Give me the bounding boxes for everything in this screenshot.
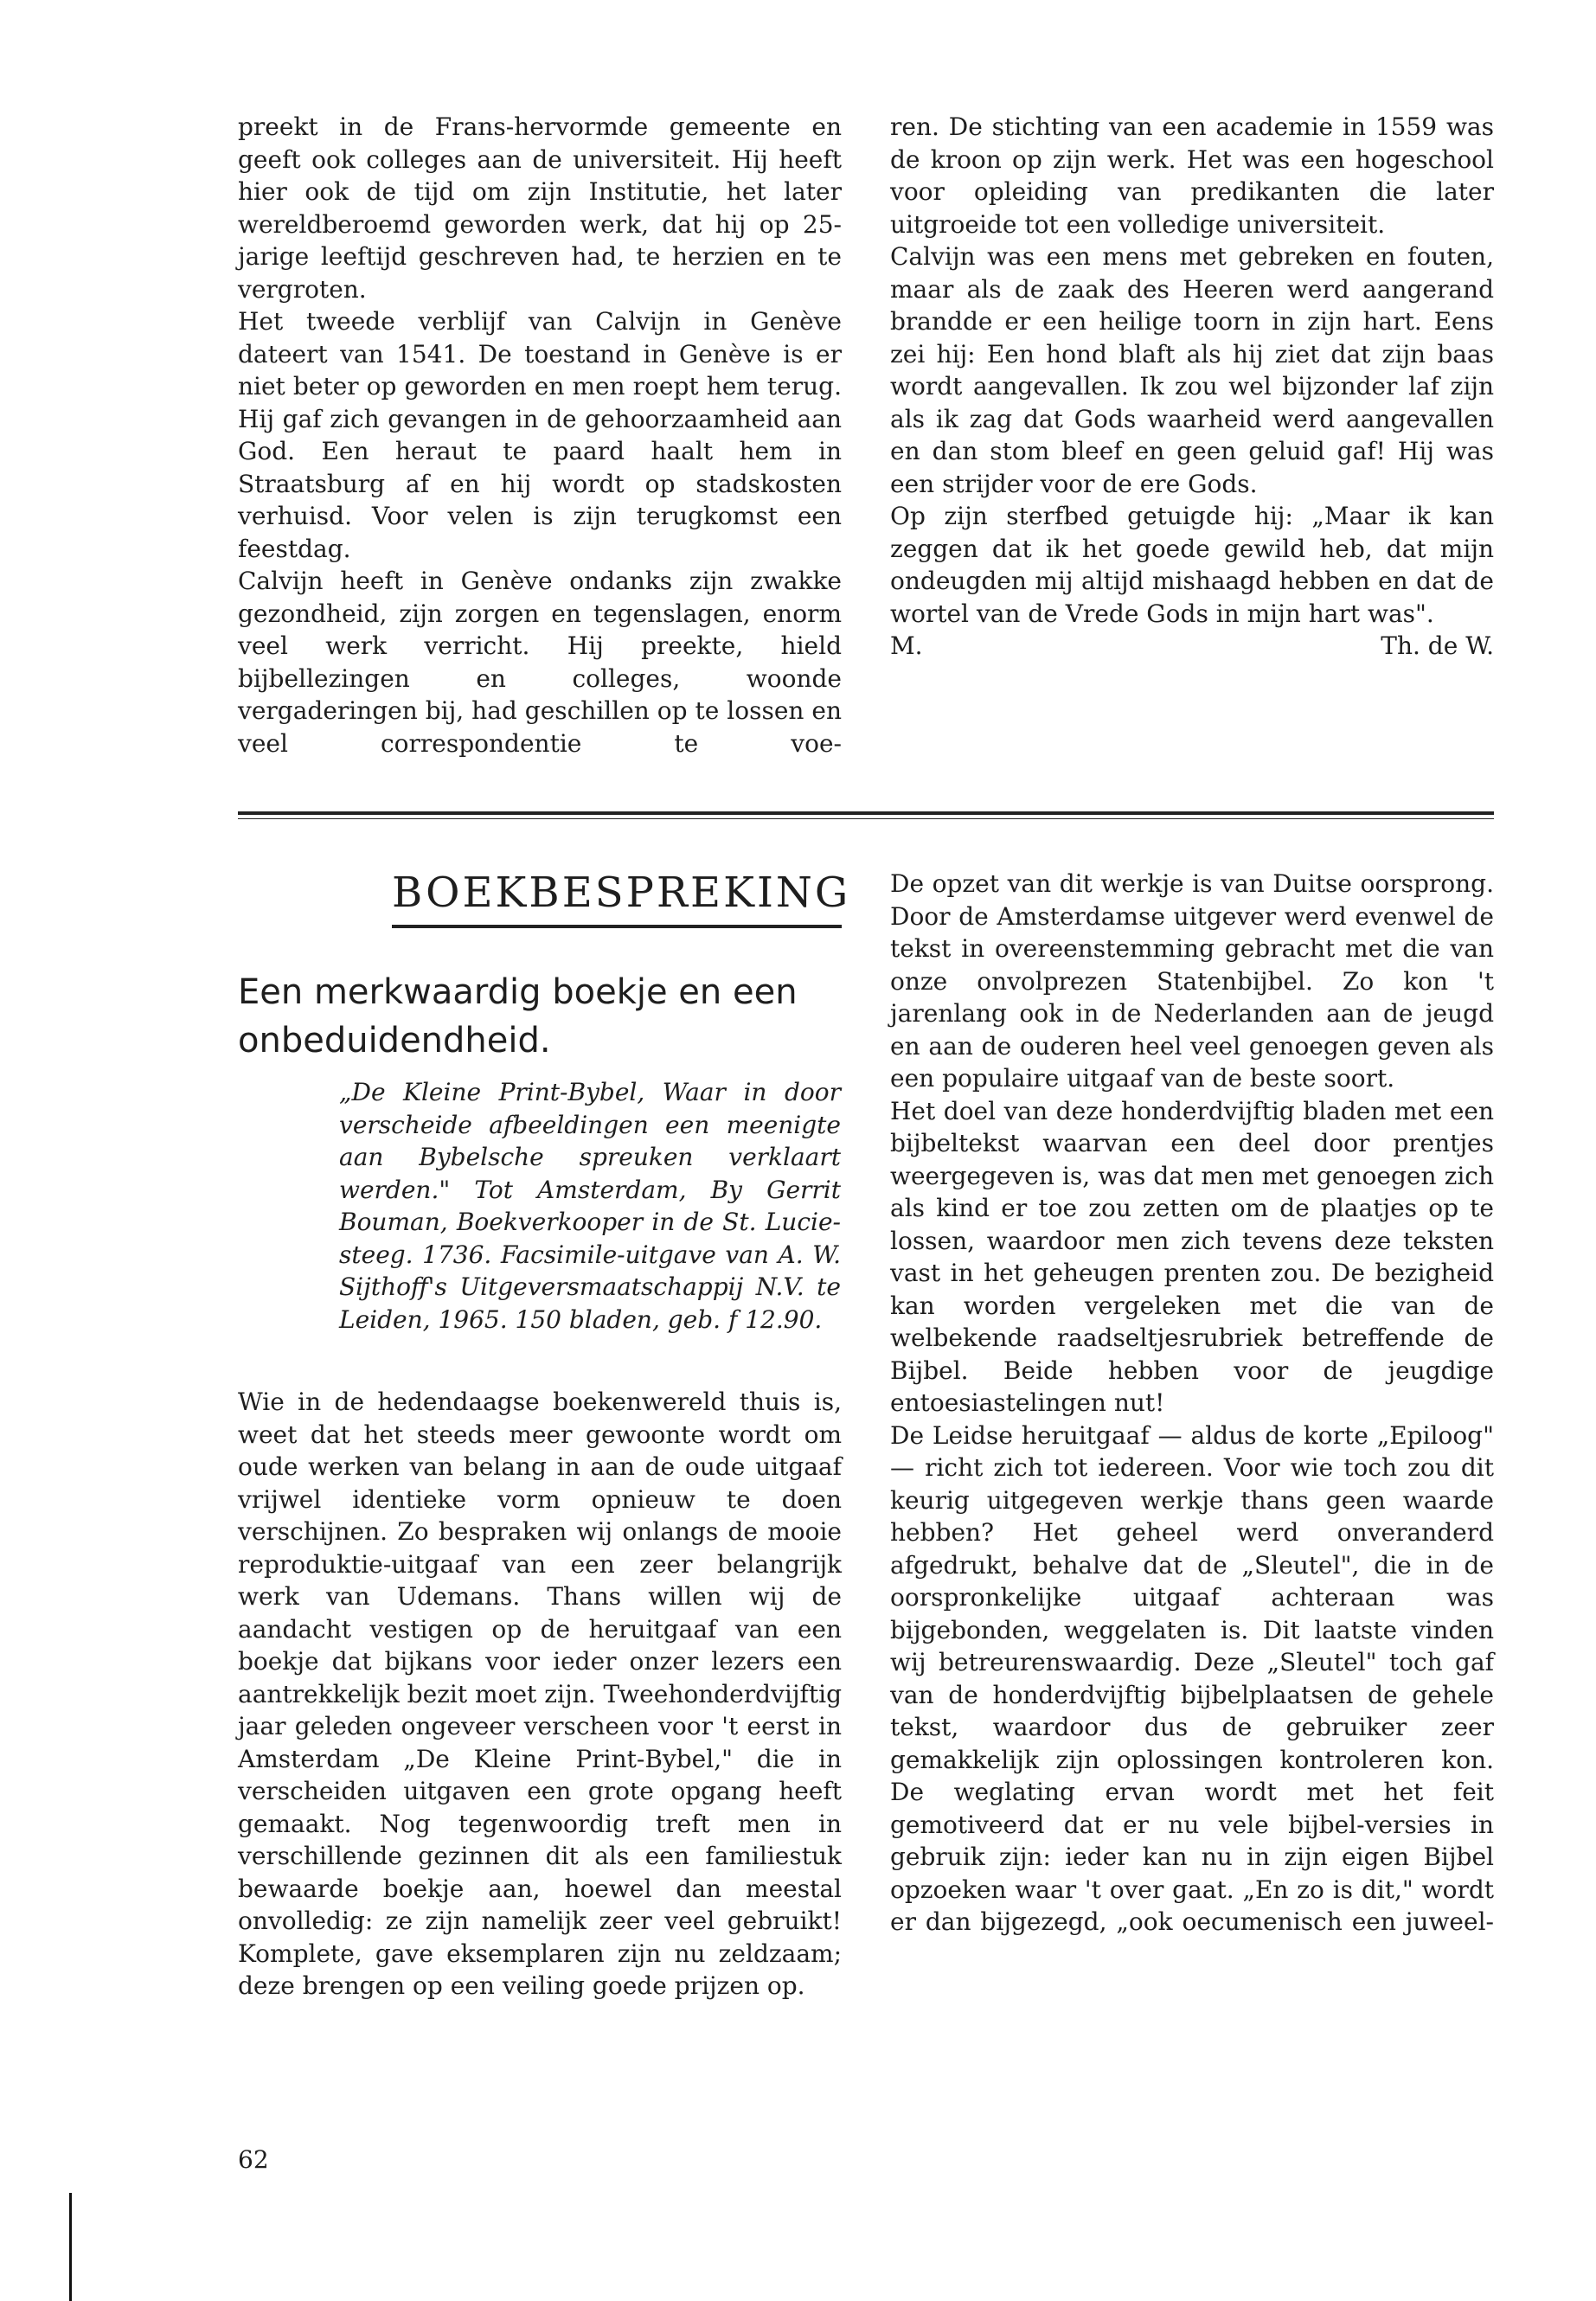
- signature-author: Th. de W.: [1381, 631, 1494, 660]
- paragraph: ren. De stichting van een academie in 1559 was de kroon op zijn werk. Het was een hogeschool voor opleiding van predikanten die later uitgroeide tot een volledige universiteit.: [890, 112, 1494, 239]
- bottom-right-column: [890, 868, 1494, 1939]
- top-left-column: [238, 111, 842, 760]
- paragraph: De opzet van dit werkje is van Duitse oorsprong. Door de Amsterdamse uitgever werd evenwel de tekst in overeenstemming gebracht met die van onze onvolprezen Statenbijbel. Zo kon 't jarenlang ook in de Nederlanden aan de jeugd en aan de ouderen heel veel genoegen geven als een populaire uitgaaf van de beste soort.: [890, 869, 1494, 1093]
- paragraph: preekt in de Frans-hervormde gemeente en geeft ook colleges aan de universiteit. Hij heeft hier ook de tijd om zijn Institutie, het later wereldberoemd geworden werk, dat hij op 25-jarige leeftijd geschreven had, te herzien en te vergroten.: [238, 112, 842, 304]
- signature-initial: M.: [890, 631, 923, 660]
- paragraph: Het tweede verblijf van Calvijn in Genève dateert van 1541. De toestand in Genève is er niet beter op geworden en men roept hem terug. Hij gaf zich gevangen in de gehoorzaamheid aan God. Een heraut te paard haalt hem in Straatsburg af en hij wordt op stadskosten verhuisd. Voor velen is zijn terugkomst een feestdag.: [238, 307, 842, 563]
- bottom-left-column: [238, 1386, 842, 2003]
- paragraph: Wie in de hedendaagse boekenwereld thuis is, weet dat het steeds meer gewoonte wordt om oude werken van belang in aan de oude uitgaaf vrijwel identieke vorm opnieuw te doen verschijnen. Zo bespraken wij onlangs de mooie reproduktie-uitgaaf van een zeer belangrijk werk van Udemans. Thans willen wij de aandacht vestigen op de heruitgaaf van een boekje dat bijkans voor ieder onzer lezers een aantrekkelijk bezit moet zijn. Tweehonderdvijftig jaar geleden ongeveer verscheen voor 't eerst in Amsterdam „De Kleine Print-Bybel," die in verscheiden uitgaven een grote opgang heeft gemaakt. Nog tegenwoordig treft men in verschillende gezinnen dit als een familiestuk bewaarde boekje aan, hoewel dan meestal onvolledig: ze zijn namelijk zeer veel gebruikt! Komplete, gave eksemplaren zijn nu zeldzaam; deze brengen op een veiling goede prijzen op.: [238, 1388, 842, 2000]
- page-number: 62: [238, 2145, 269, 2174]
- section-divider: [238, 811, 1494, 815]
- paragraph: De Leidse heruitgaaf — aldus de korte „Epiloog" — richt zich tot iedereen. Voor wie toch zou dit keurig uitgegeven werkje thans geen waarde hebben? Het geheel werd onveranderd afgedrukt, behalve dat de „Sleutel", die in de oorspronkelijke uitgaaf achteraan was bijgebonden, weggelaten is. Dit laatste vinden wij betreurenswaardig. Deze „Sleutel" toch gaf van de honderdvijftig bijbelplaatsen de gehele tekst, waardoor dus de gebruiker zeer gemakkelijk zijn oplossingen kontroleren kon. De weglating ervan wordt met het feit gemotiveerd dat er nu vele bijbel-versies in gebruik zijn: ieder kan nu in zijn eigen Bijbel opzoeken waar 't over gaat. „En zo is dit," wordt er dan bijgezegd, „ook oecumenisch een juweel-: [890, 1420, 1494, 1936]
- paragraph: Calvijn heeft in Genève ondanks zijn zwakke gezondheid, zijn zorgen en tegenslagen, enorm veel werk verricht. Hij preekte, hield bijbellezingen en colleges, woonde vergaderingen bij, had geschillen op te lossen en veel correspondentie te voe-: [238, 567, 842, 758]
- article-title: Een merkwaardig boekje en een onbeduidendheid.: [238, 972, 798, 1061]
- bibliography-text: „De Kleine Print-Bybel, Waar in door verscheide afbeeldingen een meenigte aan Bybelsche spreuken verklaart werden." Tot Amsterdam, By Gerrit Bouman, Boekverkooper in de St. Lucie-steeg. 1736. Facsimile-uitgave van A. W. Sijthoff's Uitgeversmaatschappij N.V. te Leiden, 1965. 150 bladen, geb. f 12.90.: [339, 1078, 841, 1334]
- top-right-column: [890, 111, 1494, 663]
- section-divider-thin: [238, 818, 1494, 819]
- paragraph: Calvijn was een mens met gebreken en fouten, maar als de zaak des Heeren werd aangerand brandde er een heilige toorn in zijn hart. Eens zei hij: Een hond blaft als hij ziet dat zijn baas wordt aangevallen. Ik zou wel bijzonder laf zijn als ik zag dat Gods waarheid werd aangevallen en dan stom bleef en geen geluid gaf! Hij was een strijder voor de ere Gods.: [890, 242, 1494, 498]
- signature: [890, 630, 1494, 663]
- scan-edge-mark: [69, 2193, 72, 2301]
- bibliographic-reference: [339, 1076, 841, 1336]
- section-title: BOEKBESPREKING: [392, 868, 842, 928]
- review-heading: [238, 868, 851, 1065]
- paragraph: Op zijn sterfbed getuigde hij: „Maar ik kan zeggen dat ik het goede gewild heb, dat mijn ondeugden mij altijd mishaagd hebben en dat de wortel van de Vrede Gods in mijn hart was".: [890, 502, 1494, 628]
- paragraph: Het doel van deze honderdvijftig bladen met een bijbeltekst waarvan een deel door prentjes weergegeven is, was dat men met genoegen zich als kind er toe zou zetten om de plaatjes op te lossen, waardoor men zich tevens deze teksten vast in het geheugen prenten zou. De bezigheid kan worden vergeleken met die van de welbekende raadseltjesrubriek betreffende de Bijbel. Beide hebben voor de jeugdige entoesiastelingen nut!: [890, 1096, 1494, 1417]
